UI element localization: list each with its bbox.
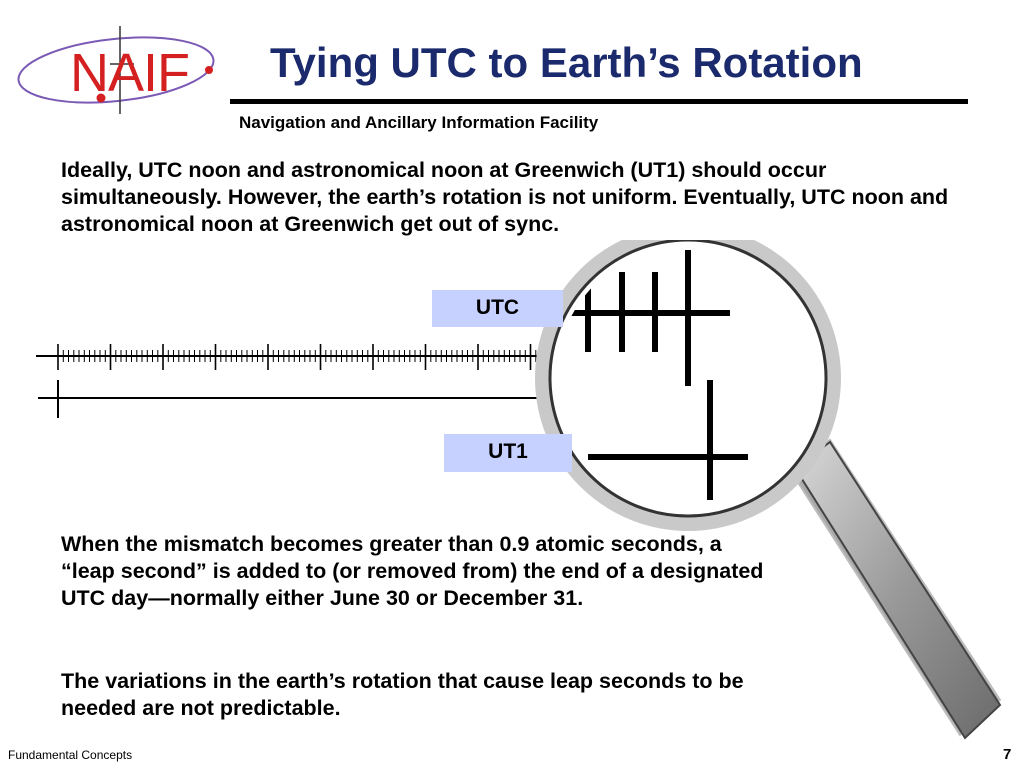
title-divider [230,99,968,104]
utc-timeline [36,344,580,370]
intro-paragraph: Ideally, UTC noon and astronomical noon at Greenwich (UT1) should occur simultaneously. However, the earth’s rotation is not uniform. Eventually, UTC noon and astronomical noon at Greenwich get out of sync. [61,158,949,236]
page-subtitle: Navigation and Ancillary Information Facility [239,113,599,132]
ut1-timeline [38,380,580,418]
ut1-label: UT1 [444,434,572,472]
page-title: Tying UTC to Earth’s Rotation [270,39,863,86]
variations-paragraph: The variations in the earth’s rotation that cause leap seconds to be needed are not predictable. [61,669,744,720]
footer-section-label: Fundamental Concepts [8,748,133,762]
page-number: 7 [1003,746,1012,763]
logo-text: NAIF [70,43,190,103]
naif-logo [14,24,226,116]
leap-second-paragraph: When the mismatch becomes greater than 0.9 atomic seconds, a “leap second” is added to (or removed from) the end of a designated UTC day—normally either June 30 or December 31. [61,532,764,610]
magnifying-glass-icon [543,240,1000,738]
utc-label: UTC [432,290,563,327]
